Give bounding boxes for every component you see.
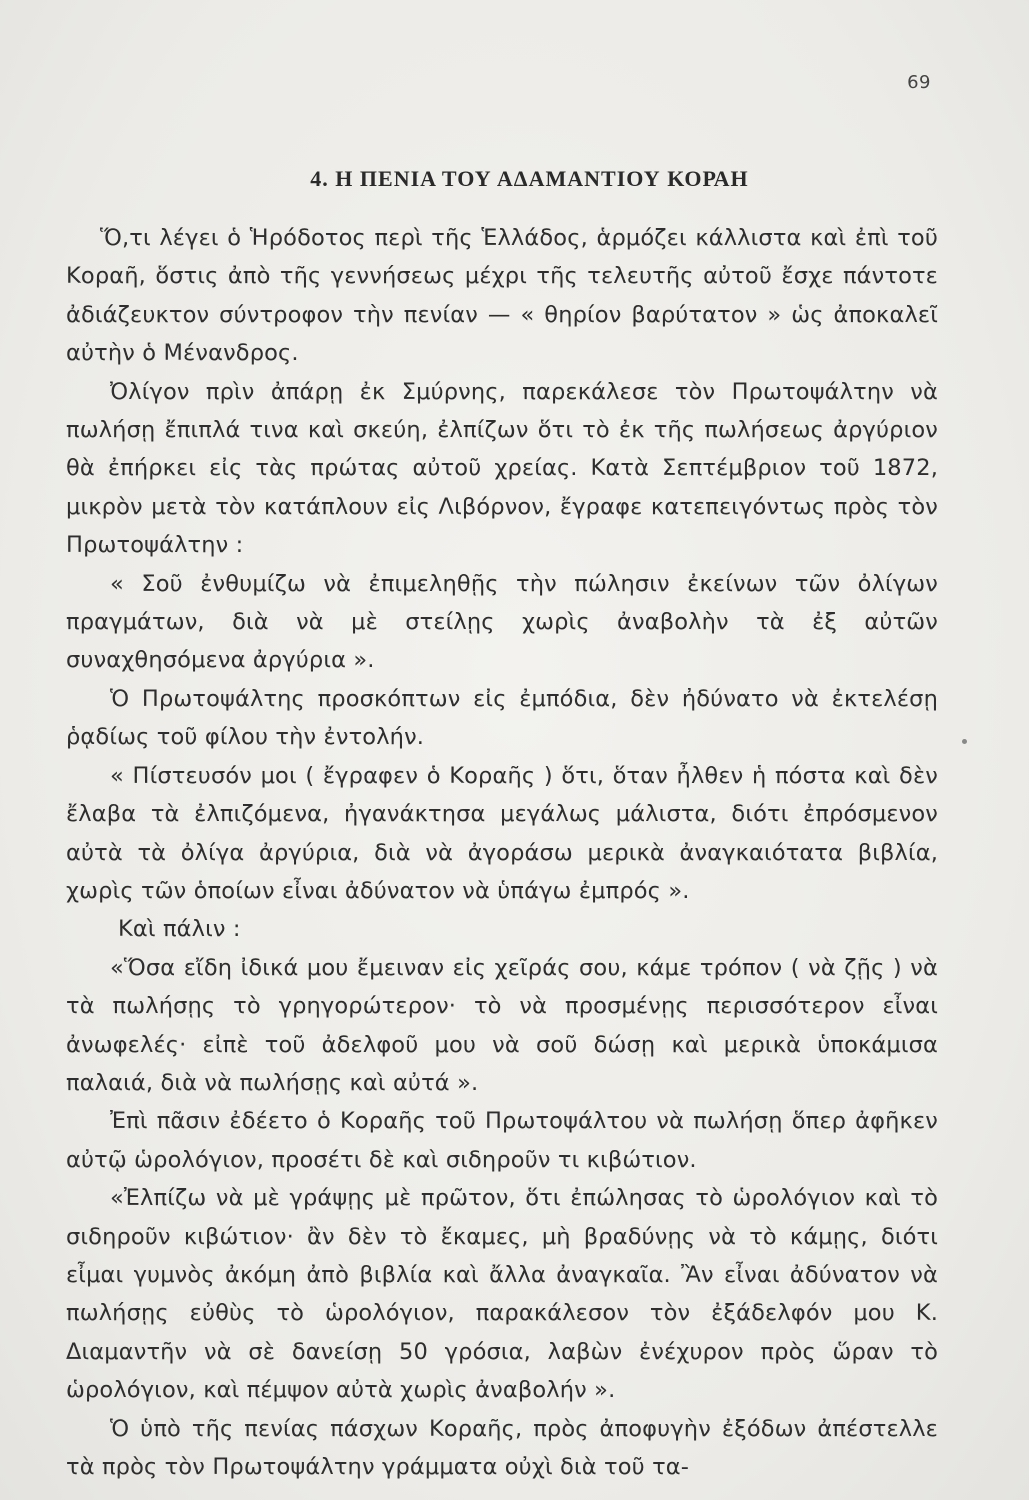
paragraph-2: Ὀλίγον πρὶν ἀπάρῃ ἐκ Σμύρνης, παρεκάλεσε τὸν Πρωτοψάλτην νὰ πωλήσῃ ἔπιπλά τινα καὶ σκεύη, ἐλπίζων ὅτι τὸ ἐκ τῆς πωλήσεως ἀργύριον θὰ ἐπήρκει εἰς τὰς πρώτας αὐτοῦ χρείας. Κατὰ Σεπτέμβριον τοῦ 1872, μικρὸν μετὰ τὸν κατάπλουν εἰς Λιβόρνον, ἔγραφε κατεπειγόντως πρὸς τὸν Πρωτοψάλτην : bbox=[66, 378, 938, 559]
paragraph-10: Ὁ ὑπὸ τῆς πενίας πάσχων Κοραῆς, πρὸς ἀποφυγὴν ἐξόδων ἀπέστελλε τὰ πρὸς τὸν Πρωτοψάλτην γράμματα οὐχὶ διὰ τοῦ τα- bbox=[66, 1415, 938, 1480]
paragraph-6: Καὶ πάλιν : bbox=[118, 916, 241, 943]
body-text bbox=[66, 219, 938, 1486]
paragraph-8: Ἐπὶ πᾶσιν ἐδέετο ὁ Κοραῆς τοῦ Πρωτοψάλτου νὰ πωλήσῃ ὅπερ ἀφῆκεν αὐτῷ ὡρολόγιον, προσέτι δὲ καὶ σιδηροῦν τι κιβώτιον. bbox=[66, 1108, 938, 1173]
paragraph-1: Ὅ,τι λέγει ὁ Ἡρόδοτος περὶ τῆς Ἑλλάδος, ἁρμόζει κάλλιστα καὶ ἐπὶ τοῦ Κοραῆ, ὅστις ἀπὸ τῆς γεννήσεως μέχρι τῆς τελευτῆς αὐτοῦ ἔσχε πάντοτε ἀδιάζευκτον σύντροφον τὴν πενίαν — « θηρίον βαρύτατον » ὡς ἀποκαλεῖ αὐτὴν ὁ Μένανδρος. bbox=[66, 225, 938, 367]
paragraph-3: « Σοῦ ἐνθυμίζω νὰ ἐπιμεληθῇς τὴν πώλησιν ἐκείνων τῶν ὀλίγων πραγμάτων, διὰ νὰ μὲ στείλῃς χωρὶς ἀναβολὴν τὰ ἐξ αὐτῶν συναχθησόμενα ἀργύρια ». bbox=[66, 570, 938, 674]
margin-mark bbox=[962, 739, 967, 744]
chapter-title: 4. Η ΠΕΝΙΑ ΤΟΥ ΑΔΑΜΑΝΤΙΟΥ ΚΟΡΑΗ bbox=[310, 166, 749, 191]
paragraph-9: «Ἐλπίζω νὰ μὲ γράψῃς μὲ πρῶτον, ὅτι ἐπώλησας τὸ ὡρολόγιον καὶ τὸ σιδηροῦν κιβώτιον· ἂν δὲν τὸ ἔκαμες, μὴ βραδύνῃς νὰ τὸ κάμῃς, διότι εἶμαι γυμνὸς ἀκόμη ἀπὸ βιβλία καὶ ἄλλα ἀναγκαῖα. Ἂν εἶναι ἀδύνατον νὰ πωλήσῃς εὐθὺς τὸ ὡρολόγιον, παρακάλεσον τὸν ἐξάδελφόν μου Κ. Διαμαντῆν νὰ σὲ δανείσῃ 50 γρόσια, λαβὼν ἐνέχυρον πρὸς ὥραν τὸ ὡρολόγιον, καὶ πέμψον αὐτὰ χωρὶς ἀναβολήν ». bbox=[66, 1185, 938, 1404]
paragraph-4: Ὁ Πρωτοψάλτης προσκόπτων εἰς ἐμπόδια, δὲν ἠδύνατο νὰ ἐκτελέσῃ ῥᾳδίως τοῦ φίλου τὴν ἐντολήν. bbox=[66, 685, 938, 751]
paragraph-7: «Ὅσα εἴδη ἰδικά μου ἔμειναν εἰς χεῖράς σου, κάμε τρόπον ( νὰ ζῇς ) νὰ τὰ πωλήσῃς τὸ γρηγορώτερον· τὸ νὰ προσμένῃς περισσότερον εἶναι ἀνωφελές· εἰπὲ τοῦ ἀδελφοῦ μου νὰ σοῦ δώσῃ καὶ μερικὰ ὑποκάμισα παλαιά, διὰ νὰ πωλήσῃς καὶ αὐτά ». bbox=[66, 954, 938, 1096]
paragraph-5: « Πίστευσόν μοι ( ἔγραφεν ὁ Κοραῆς ) ὅτι, ὅταν ἦλθεν ἡ πόστα καὶ δὲν ἔλαβα τὰ ἐλπιζόμενα, ἠγανάκτησα μεγάλως μάλιστα, διότι ἐπρόσμενον αὐτὰ τὰ ὀλίγα ἀργύρια, διὰ νὰ ἀγοράσω μερικὰ ἀναγκαιότατα βιβλία, χωρὶς τῶν ὁποίων εἶναι ἀδύνατον νὰ ὑπάγω ἐμπρός ». bbox=[66, 762, 938, 904]
page-number: 69 bbox=[907, 72, 931, 93]
